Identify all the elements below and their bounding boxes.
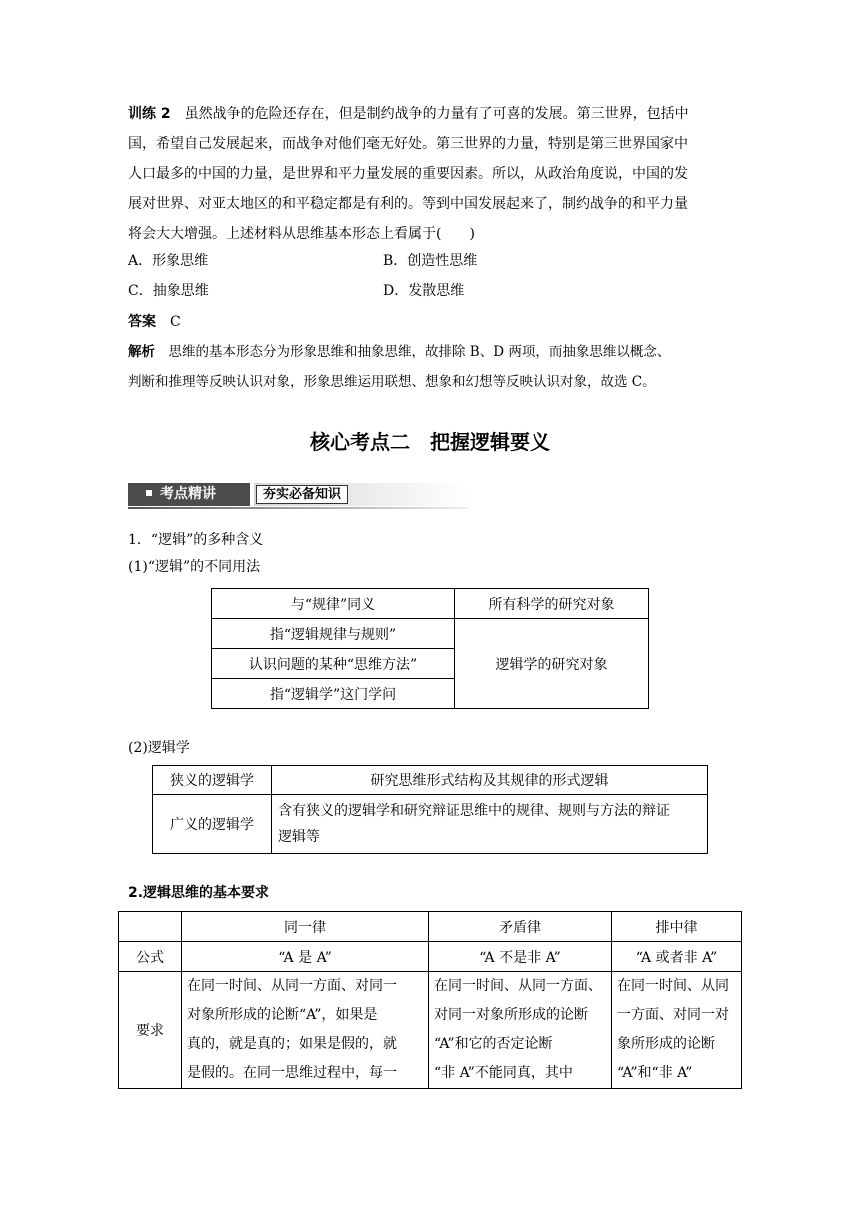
- table-row: [119, 912, 742, 942]
- point1-sub1: (1)“逻辑”的不同用法: [128, 559, 261, 575]
- exercise-line-4: 展对世界、对亚太地区的和平稳定都是有利的。等到中国发展起来了，制约战争的和平力量: [128, 196, 688, 212]
- table-cell: 在同一时间、从同一方面、 对同一对象所形成的论断 “A”和它的否定论断 “非 A”不能同真，其中: [429, 972, 612, 1089]
- table-cell: 所有科学的研究对象: [455, 589, 649, 619]
- table-row: [119, 972, 742, 1089]
- answer-value: C: [170, 314, 181, 330]
- table-cell-merged: 逻辑学的研究对象: [455, 619, 649, 709]
- table-cell: 在同一时间、从同一方面、对同一 对象所形成的论断“A”，如果是 真的，就是真的；如果是假的，就 是假的。在同一思维过程中，每一: [182, 972, 429, 1089]
- option-b: B．创造性思维: [383, 253, 478, 269]
- square-icon: [146, 490, 152, 496]
- exercise-paragraph: [128, 99, 740, 249]
- table-cell: 在同一时间、从同 一方面、对同一对 象所形成的论断 “A”和“非 A”: [612, 972, 742, 1089]
- section-title: 核心考点二 把握逻辑要义: [310, 430, 550, 454]
- table-cell: “A 是 A”: [182, 942, 429, 972]
- table-header: 矛盾律: [429, 912, 612, 942]
- table-cell: 狭义的逻辑学: [153, 766, 272, 795]
- table-row: [153, 795, 708, 854]
- table-cell: 指“逻辑规律与规则”: [212, 619, 455, 649]
- exercise-label: 训练 2: [128, 106, 171, 122]
- analysis-line-1: 解析 思维的基本形态分为形象思维和抽象思维，故排除 B、D 两项，而抽象思维以概念、: [128, 344, 671, 360]
- answer-line: [128, 312, 181, 332]
- analysis-label: 解析: [128, 344, 155, 360]
- table-cell: 要求: [119, 972, 182, 1089]
- logic-table: [152, 765, 708, 854]
- table-cell: 公式: [119, 942, 182, 972]
- table-header: 同一律: [182, 912, 429, 942]
- usage-table: [211, 588, 649, 709]
- option-a: A．形象思维: [128, 253, 209, 269]
- exercise-line-3: 人口最多的中国的力量，是世界和平力量发展的重要因素。所以，从政治角度说，中国的发: [128, 166, 688, 182]
- point1-sub2: (2)逻辑学: [128, 740, 190, 756]
- exercise-line-2: 国，希望自己发展起来，而战争对他们毫无好处。第三世界的力量，特别是第三世界国家中: [128, 136, 688, 152]
- exercise-line-5: 将会大大增强。上述材料从思维基本形态上看属于( ): [128, 226, 475, 242]
- table-row: [119, 942, 742, 972]
- section-banner: [128, 483, 468, 510]
- table-cell: 认识问题的某种“思维方法”: [212, 649, 455, 679]
- table-cell: “A 不是非 A”: [429, 942, 612, 972]
- option-d: D．发散思维: [383, 283, 465, 299]
- table-header: 排中律: [612, 912, 742, 942]
- banner-underline: [128, 507, 468, 509]
- banner-dark: 考点精讲: [128, 483, 250, 506]
- point2-title: 2.逻辑思维的基本要求: [128, 885, 270, 901]
- banner-box: 夯实必备知识: [256, 485, 348, 504]
- table-cell: 研究思维形式结构及其规律的形式逻辑: [272, 766, 708, 795]
- table-cell: [119, 912, 182, 942]
- exercise-line-1: 训练 2 虽然战争的危险还存在，但是制约战争的力量有了可喜的发展。第三世界，包括中: [128, 106, 689, 122]
- table-row: [212, 619, 649, 649]
- analysis-line-2: 判断和推理等反映认识对象，形象思维运用联想、想象和幻想等反映认识对象，故选 C。: [128, 374, 656, 390]
- table-row: [212, 589, 649, 619]
- table-cell: 与“规律”同义: [212, 589, 455, 619]
- table-cell: 广义的逻辑学: [153, 795, 272, 854]
- table-cell: “A 或者非 A”: [612, 942, 742, 972]
- answer-label: 答案: [128, 314, 156, 330]
- point1-title: 1．“逻辑”的多种含义: [128, 532, 264, 548]
- table-cell: 指“逻辑学”这门学问: [212, 679, 455, 709]
- option-c: C．抽象思维: [128, 283, 209, 299]
- table-cell: 含有狭义的逻辑学和研究辩证思维中的规律、规则与方法的辩证 逻辑等: [272, 795, 708, 854]
- table-row: [153, 766, 708, 795]
- requirements-table: [118, 911, 742, 1089]
- banner-light: [254, 483, 468, 506]
